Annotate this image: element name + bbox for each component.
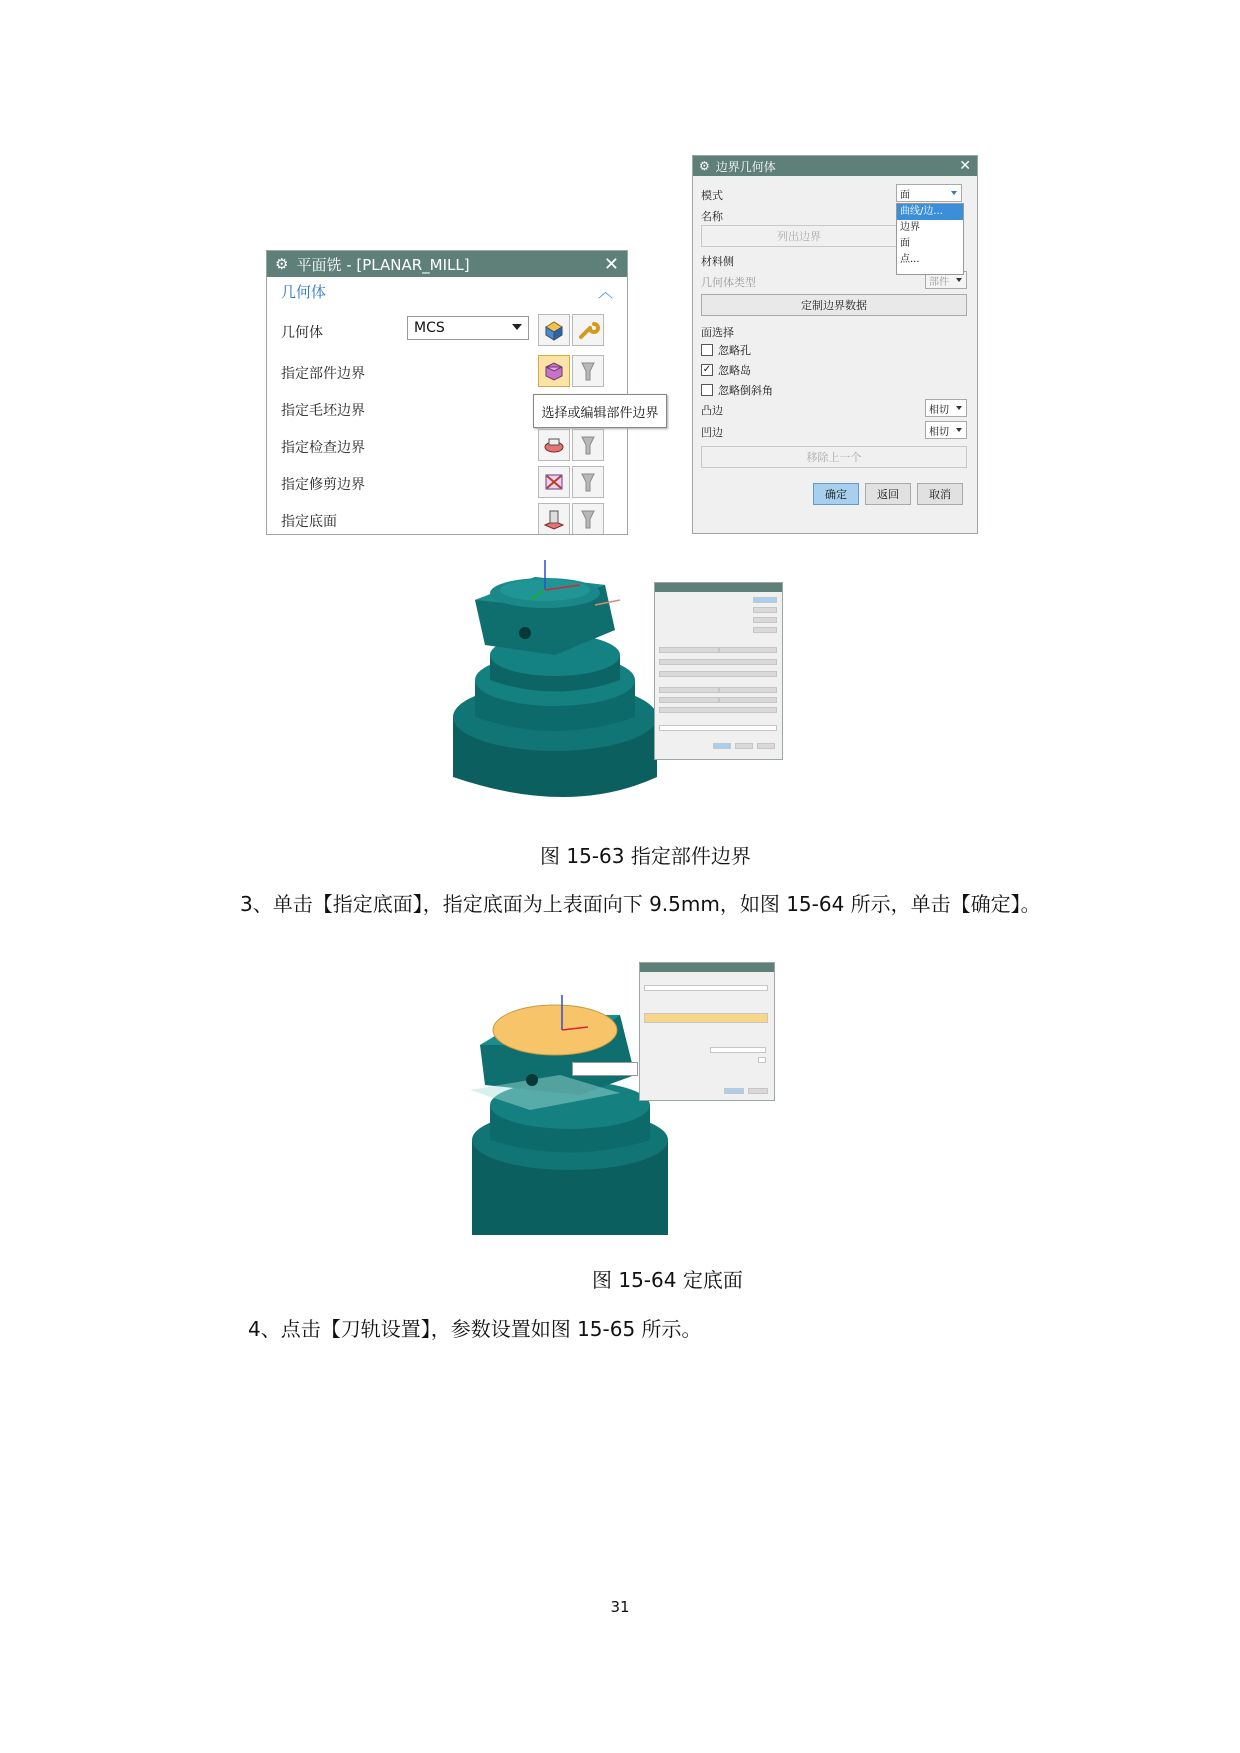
plane-mini-dialog bbox=[639, 962, 775, 1101]
mode-value: 面 bbox=[900, 189, 910, 201]
geometry-section-header[interactable] bbox=[267, 277, 627, 305]
mode-option-boundary[interactable]: 边界 bbox=[900, 222, 920, 233]
material-side-label: 材料侧 bbox=[701, 255, 734, 268]
mini-select[interactable] bbox=[753, 597, 777, 603]
mini-button[interactable] bbox=[659, 687, 719, 693]
mini-button[interactable] bbox=[659, 697, 719, 703]
mini-cancel-button[interactable] bbox=[757, 743, 775, 749]
chevron-down-icon bbox=[956, 278, 962, 282]
mini-select[interactable] bbox=[753, 617, 777, 623]
ignore-chamfers-checkbox[interactable] bbox=[701, 382, 773, 398]
close-icon[interactable]: ✕ bbox=[603, 253, 619, 275]
step-4-paragraph: 4、点击【刀轨设置】，参数设置如图 15-65 所示。 bbox=[248, 1317, 702, 1341]
mini-select[interactable] bbox=[753, 607, 777, 613]
part-boundary-icon bbox=[542, 359, 566, 383]
floor-icon bbox=[542, 507, 566, 531]
mini-button[interactable] bbox=[659, 647, 719, 653]
geometry-type-label: 几何体类型 bbox=[701, 276, 756, 289]
ok-button[interactable]: 确定 bbox=[813, 483, 859, 505]
step-3-paragraph: 3、单击【指定底面】，指定底面为上表面向下 9.5mm，如图 15-64 所示，单击【确定】。 bbox=[240, 892, 1041, 916]
mini-reverse-button[interactable] bbox=[758, 1057, 766, 1063]
trim-boundary-icon bbox=[542, 470, 566, 494]
mini-button[interactable] bbox=[719, 697, 777, 703]
back-button[interactable]: 返回 bbox=[865, 483, 911, 505]
flashlight-icon bbox=[576, 507, 600, 531]
flashlight-icon bbox=[576, 470, 600, 494]
mini-button[interactable] bbox=[659, 707, 777, 713]
cancel-button[interactable]: 取消 bbox=[917, 483, 963, 505]
row-part-boundary: 指定部件边界 bbox=[281, 366, 365, 382]
mini-scrollbar[interactable] bbox=[659, 725, 777, 731]
figure-15-63-caption: 图 15-63 指定部件边界 bbox=[540, 844, 751, 868]
mode-label: 模式 bbox=[701, 189, 723, 202]
ignore-islands-checkbox[interactable] bbox=[701, 362, 751, 378]
mini-select[interactable] bbox=[644, 985, 768, 991]
show-check-boundary-button[interactable] bbox=[572, 429, 604, 461]
boundary-title: 边界几何体 bbox=[715, 159, 776, 174]
specify-trim-boundary-button[interactable] bbox=[538, 466, 570, 498]
edit-boundary-mini-dialog bbox=[654, 582, 783, 760]
edit-geometry-button[interactable] bbox=[572, 314, 604, 346]
mode-option-point[interactable]: 点... bbox=[900, 254, 920, 265]
convex-select[interactable] bbox=[925, 399, 967, 417]
mini-ok-button[interactable] bbox=[713, 743, 731, 749]
mini-titlebar bbox=[640, 963, 774, 972]
custom-boundary-data-button[interactable]: 定制边界数据 bbox=[701, 294, 967, 316]
chevron-down-icon bbox=[956, 406, 962, 410]
checkbox-box[interactable] bbox=[701, 384, 713, 396]
face-selection-label: 面选择 bbox=[701, 326, 734, 339]
convex-value: 相切 bbox=[929, 404, 949, 416]
mini-button[interactable] bbox=[659, 659, 777, 665]
geometry-create-icon bbox=[542, 318, 566, 342]
show-floor-button[interactable] bbox=[572, 503, 604, 535]
new-geometry-button[interactable] bbox=[538, 314, 570, 346]
ignore-holes-checkbox[interactable] bbox=[701, 342, 751, 358]
ignore-holes-label: 忽略孔 bbox=[718, 344, 751, 357]
geometry-type-value: 部件 bbox=[929, 276, 949, 288]
concave-label: 凹边 bbox=[701, 426, 723, 439]
mini-button[interactable] bbox=[719, 687, 777, 693]
geometry-label: 几何体 bbox=[281, 325, 323, 341]
mini-ok-button[interactable] bbox=[724, 1088, 744, 1094]
gear-icon[interactable]: ⚙ bbox=[699, 159, 710, 173]
geometry-select[interactable] bbox=[407, 316, 529, 340]
mini-select[interactable] bbox=[753, 627, 777, 633]
chevron-up-icon[interactable]: ︿ bbox=[597, 282, 613, 301]
mini-selected-object[interactable] bbox=[644, 1013, 768, 1023]
show-part-boundary-button[interactable] bbox=[572, 355, 604, 387]
wrench-icon bbox=[576, 318, 600, 342]
row-trim-boundary: 指定修剪边界 bbox=[281, 477, 365, 493]
mini-titlebar bbox=[655, 583, 782, 592]
mode-option-curve-edge[interactable]: 曲线/边... bbox=[897, 204, 963, 220]
mode-dropdown-list bbox=[896, 203, 964, 275]
geometry-select-value: MCS bbox=[414, 320, 445, 336]
show-trim-boundary-button[interactable] bbox=[572, 466, 604, 498]
ignore-chamfers-label: 忽略倒斜角 bbox=[718, 384, 773, 397]
row-blank-boundary: 指定毛坯边界 bbox=[281, 403, 365, 419]
specify-floor-button[interactable] bbox=[538, 503, 570, 535]
ignore-islands-label: 忽略岛 bbox=[718, 364, 751, 377]
convex-label: 凸边 bbox=[701, 404, 723, 417]
part-boundary-tooltip: 选择或编辑部件边界 bbox=[533, 394, 667, 428]
chevron-down-icon bbox=[512, 324, 522, 330]
mini-button[interactable] bbox=[719, 647, 777, 653]
check-boundary-icon bbox=[542, 433, 566, 457]
planar-mill-dialog bbox=[266, 250, 628, 535]
flashlight-icon bbox=[576, 359, 600, 383]
distance-input-overlay[interactable] bbox=[572, 1062, 638, 1076]
name-label: 名称 bbox=[701, 210, 723, 223]
mini-cancel-button[interactable] bbox=[748, 1088, 768, 1094]
specify-check-boundary-button[interactable] bbox=[538, 429, 570, 461]
row-check-boundary: 指定检查边界 bbox=[281, 440, 365, 456]
row-floor: 指定底面 bbox=[281, 514, 337, 530]
concave-value: 相切 bbox=[929, 426, 949, 438]
geometry-section-label: 几何体 bbox=[281, 282, 327, 301]
list-boundaries-button[interactable]: 列出边界 bbox=[701, 225, 897, 247]
planar-mill-titlebar bbox=[267, 251, 627, 277]
figure-15-64-caption: 图 15-64 定底面 bbox=[592, 1268, 743, 1292]
mode-select[interactable] bbox=[896, 184, 962, 202]
mini-distance-input[interactable] bbox=[710, 1047, 766, 1053]
checkbox-box[interactable] bbox=[701, 344, 713, 356]
flashlight-icon bbox=[576, 433, 600, 457]
boundary-titlebar bbox=[693, 156, 977, 176]
page-number: 31 bbox=[610, 1598, 630, 1616]
gear-icon[interactable]: ⚙ bbox=[275, 255, 289, 273]
remove-last-button[interactable]: 移除上一个 bbox=[701, 446, 967, 468]
chevron-down-icon bbox=[956, 428, 962, 432]
specify-part-boundary-button[interactable] bbox=[538, 355, 570, 387]
mode-option-face[interactable]: 面 bbox=[900, 238, 910, 249]
close-icon[interactable]: ✕ bbox=[959, 158, 971, 174]
checkbox-checked[interactable]: ✓ bbox=[702, 364, 712, 375]
mini-button[interactable] bbox=[659, 671, 777, 677]
mini-back-button[interactable] bbox=[735, 743, 753, 749]
planar-mill-title: 平面铣 - [PLANAR_MILL] bbox=[296, 255, 470, 274]
chevron-down-icon bbox=[951, 191, 957, 195]
concave-select[interactable] bbox=[925, 421, 967, 439]
